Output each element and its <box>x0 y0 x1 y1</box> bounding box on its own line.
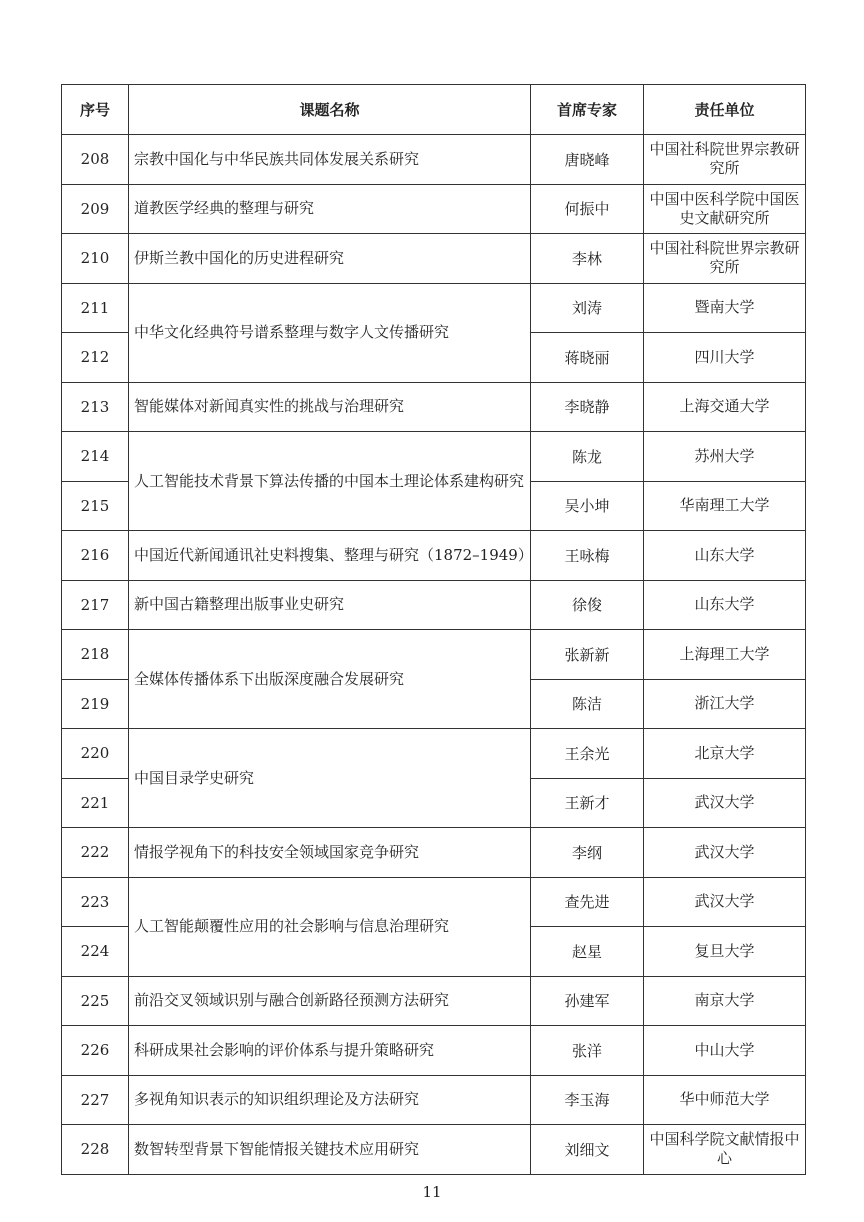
seq-cell: 211 <box>62 283 129 333</box>
table-row <box>62 580 806 630</box>
expert-cell: 刘细文 <box>531 1125 644 1175</box>
unit-cell: 苏州大学 <box>644 432 806 482</box>
header-seq: 序号 <box>62 85 129 135</box>
expert-cell: 李晓静 <box>531 382 644 432</box>
seq-cell: 218 <box>62 630 129 680</box>
topic-cell: 人工智能颠覆性应用的社会影响与信息治理研究 <box>129 877 531 976</box>
topic-cell: 多视角知识表示的知识组织理论及方法研究 <box>129 1075 531 1125</box>
seq-cell: 221 <box>62 778 129 828</box>
table-row <box>62 135 806 185</box>
unit-cell: 中国社科院世界宗教研究所 <box>644 135 806 185</box>
seq-cell: 212 <box>62 333 129 383</box>
expert-cell: 何振中 <box>531 184 644 234</box>
topic-cell: 中国目录学史研究 <box>129 729 531 828</box>
expert-cell: 王新才 <box>531 778 644 828</box>
table-row <box>62 283 806 333</box>
seq-cell: 226 <box>62 1026 129 1076</box>
header-row <box>62 85 806 135</box>
unit-cell: 中山大学 <box>644 1026 806 1076</box>
topic-cell: 中华文化经典符号谱系整理与数字人文传播研究 <box>129 283 531 382</box>
seq-cell: 228 <box>62 1125 129 1175</box>
unit-cell: 南京大学 <box>644 976 806 1026</box>
expert-cell: 陈龙 <box>531 432 644 482</box>
unit-cell: 中国社科院世界宗教研究所 <box>644 234 806 284</box>
table-row <box>62 729 806 779</box>
topic-cell: 道教医学经典的整理与研究 <box>129 184 531 234</box>
topic-cell: 人工智能技术背景下算法传播的中国本土理论体系建构研究 <box>129 432 531 531</box>
topic-cell: 全媒体传播体系下出版深度融合发展研究 <box>129 630 531 729</box>
topic-cell: 宗教中国化与中华民族共同体发展关系研究 <box>129 135 531 185</box>
expert-cell: 李林 <box>531 234 644 284</box>
project-table <box>61 84 806 1175</box>
seq-cell: 223 <box>62 877 129 927</box>
unit-cell: 武汉大学 <box>644 877 806 927</box>
table-row <box>62 382 806 432</box>
expert-cell: 查先进 <box>531 877 644 927</box>
unit-cell: 华南理工大学 <box>644 481 806 531</box>
unit-cell: 上海交通大学 <box>644 382 806 432</box>
seq-cell: 216 <box>62 531 129 581</box>
topic-cell: 智能媒体对新闻真实性的挑战与治理研究 <box>129 382 531 432</box>
unit-cell: 复旦大学 <box>644 927 806 977</box>
seq-cell: 220 <box>62 729 129 779</box>
unit-cell: 北京大学 <box>644 729 806 779</box>
unit-cell: 武汉大学 <box>644 778 806 828</box>
expert-cell: 李玉海 <box>531 1075 644 1125</box>
seq-cell: 219 <box>62 679 129 729</box>
table-row <box>62 1125 806 1175</box>
table-row <box>62 877 806 927</box>
header-topic: 课题名称 <box>129 85 531 135</box>
seq-cell: 213 <box>62 382 129 432</box>
table-row <box>62 531 806 581</box>
expert-cell: 赵星 <box>531 927 644 977</box>
expert-cell: 张新新 <box>531 630 644 680</box>
unit-cell: 山东大学 <box>644 531 806 581</box>
topic-cell: 科研成果社会影响的评价体系与提升策略研究 <box>129 1026 531 1076</box>
seq-cell: 215 <box>62 481 129 531</box>
unit-cell: 中国科学院文献情报中心 <box>644 1125 806 1175</box>
unit-cell: 浙江大学 <box>644 679 806 729</box>
table-row <box>62 1075 806 1125</box>
unit-cell: 四川大学 <box>644 333 806 383</box>
table-row <box>62 828 806 878</box>
expert-cell: 王余光 <box>531 729 644 779</box>
header-expert: 首席专家 <box>531 85 644 135</box>
table-row <box>62 432 806 482</box>
expert-cell: 王咏梅 <box>531 531 644 581</box>
unit-cell: 山东大学 <box>644 580 806 630</box>
topic-cell: 中国近代新闻通讯社史料搜集、整理与研究（1872–1949） <box>129 531 531 581</box>
unit-cell: 暨南大学 <box>644 283 806 333</box>
seq-cell: 217 <box>62 580 129 630</box>
topic-cell: 数智转型背景下智能情报关键技术应用研究 <box>129 1125 531 1175</box>
expert-cell: 唐晓峰 <box>531 135 644 185</box>
expert-cell: 陈洁 <box>531 679 644 729</box>
seq-cell: 227 <box>62 1075 129 1125</box>
expert-cell: 刘涛 <box>531 283 644 333</box>
expert-cell: 蒋晓丽 <box>531 333 644 383</box>
seq-cell: 214 <box>62 432 129 482</box>
expert-cell: 张洋 <box>531 1026 644 1076</box>
seq-cell: 222 <box>62 828 129 878</box>
seq-cell: 209 <box>62 184 129 234</box>
topic-cell: 新中国古籍整理出版事业史研究 <box>129 580 531 630</box>
table-row <box>62 1026 806 1076</box>
table-row <box>62 184 806 234</box>
header-unit: 责任单位 <box>644 85 806 135</box>
seq-cell: 208 <box>62 135 129 185</box>
table-row <box>62 630 806 680</box>
table-row <box>62 234 806 284</box>
unit-cell: 华中师范大学 <box>644 1075 806 1125</box>
seq-cell: 225 <box>62 976 129 1026</box>
expert-cell: 徐俊 <box>531 580 644 630</box>
seq-cell: 224 <box>62 927 129 977</box>
expert-cell: 吴小坤 <box>531 481 644 531</box>
topic-cell: 伊斯兰教中国化的历史进程研究 <box>129 234 531 284</box>
expert-cell: 孙建军 <box>531 976 644 1026</box>
page-number: 11 <box>422 1183 442 1201</box>
unit-cell: 中国中医科学院中国医史文献研究所 <box>644 184 806 234</box>
unit-cell: 武汉大学 <box>644 828 806 878</box>
seq-cell: 210 <box>62 234 129 284</box>
unit-cell: 上海理工大学 <box>644 630 806 680</box>
topic-cell: 情报学视角下的科技安全领域国家竞争研究 <box>129 828 531 878</box>
table-row <box>62 976 806 1026</box>
topic-cell: 前沿交叉领域识别与融合创新路径预测方法研究 <box>129 976 531 1026</box>
expert-cell: 李纲 <box>531 828 644 878</box>
